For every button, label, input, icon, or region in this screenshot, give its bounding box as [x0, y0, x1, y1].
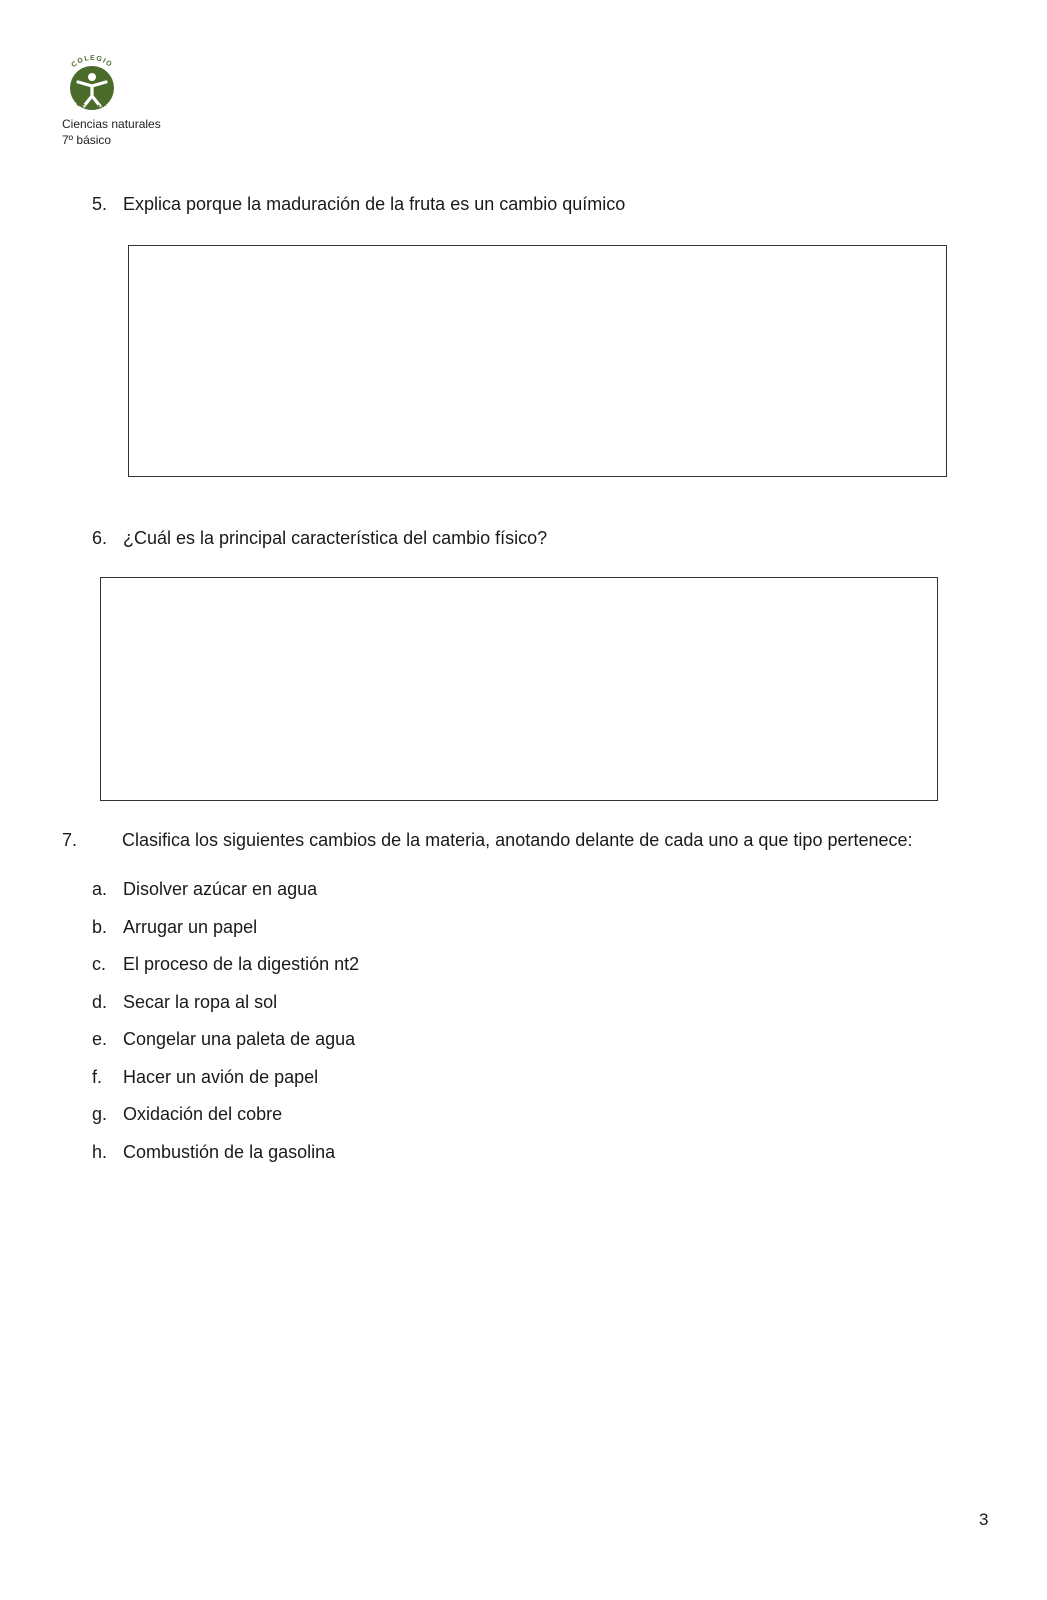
- answer-box-6[interactable]: [100, 577, 938, 801]
- subject-label: Ciencias naturales: [62, 117, 161, 131]
- list-item-letter: h.: [92, 1142, 108, 1162]
- list-item-text: Congelar una paleta de agua: [123, 1029, 356, 1049]
- list-item-letter: c.: [92, 954, 107, 974]
- grade-label: 7º básico: [62, 133, 112, 147]
- school-logo: [58, 52, 126, 120]
- list-item-text: Secar la ropa al sol: [123, 992, 278, 1012]
- question-6-text: ¿Cuál es la principal característica del cambio físico?: [123, 528, 548, 548]
- list-item-letter: a.: [92, 879, 108, 899]
- list-item-letter: e.: [92, 1029, 108, 1049]
- page-number: 3: [979, 1510, 989, 1529]
- list-item-letter: f.: [92, 1067, 103, 1087]
- question-7-text: Clasifica los siguientes cambios de la materia, anotando delante de cada uno a que tipo pertenece:: [122, 830, 913, 850]
- question-7-number: 7.: [62, 830, 78, 850]
- answer-box-5[interactable]: [128, 245, 947, 477]
- question-5-number: 5.: [92, 194, 108, 214]
- list-item-text: Hacer un avión de papel: [123, 1067, 319, 1087]
- list-item-letter: g.: [92, 1104, 108, 1124]
- list-item-letter: b.: [92, 917, 108, 937]
- question-5-text: Explica porque la maduración de la fruta es un cambio químico: [123, 194, 626, 214]
- logo-text-top: COLEGIO: [70, 54, 114, 70]
- list-item-text: El proceso de la digestión nt2: [123, 954, 360, 974]
- list-item-letter: d.: [92, 992, 108, 1012]
- list-item-text: Disolver azúcar en agua: [123, 879, 318, 899]
- list-item-text: Combustión de la gasolina: [123, 1142, 336, 1162]
- list-item-text: Oxidación del cobre: [123, 1104, 283, 1124]
- logo-text-bottom: ETIEVAN: [75, 101, 109, 113]
- question-6-number: 6.: [92, 528, 108, 548]
- list-item-text: Arrugar un papel: [123, 917, 258, 937]
